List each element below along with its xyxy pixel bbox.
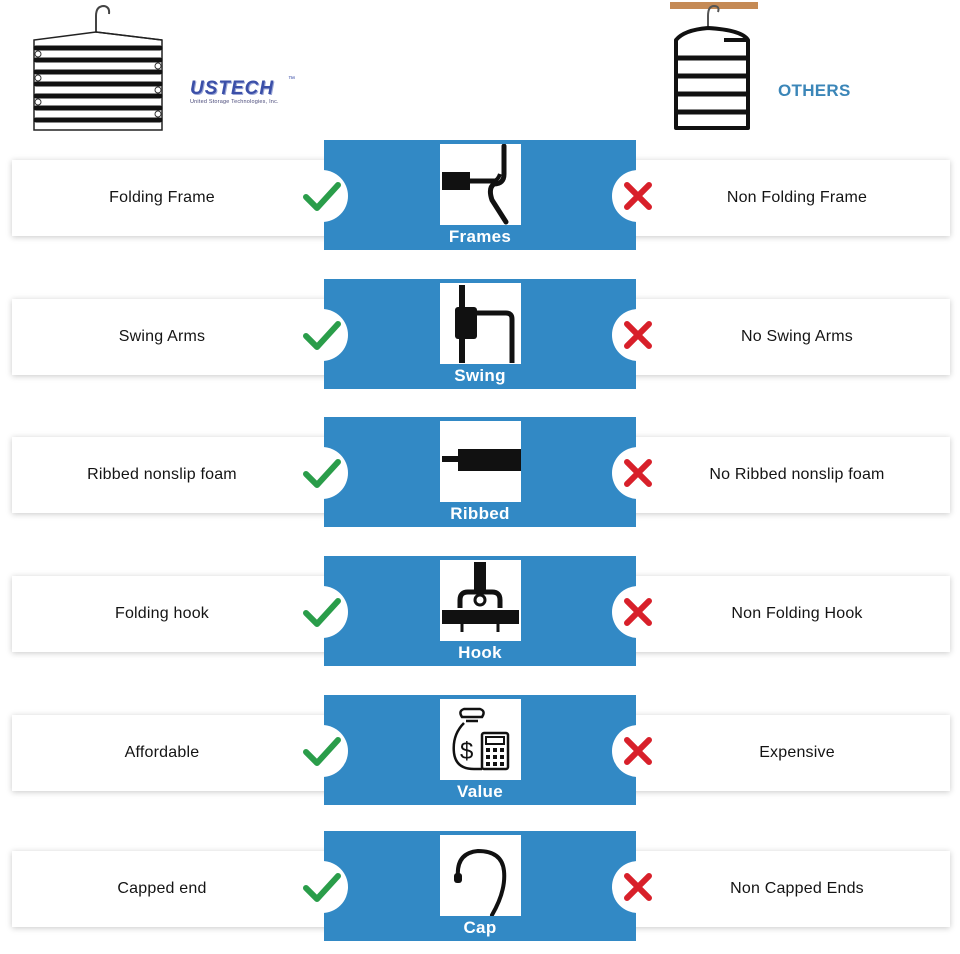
ustech-feature-card bbox=[12, 299, 342, 375]
ustech-feature-card bbox=[12, 851, 342, 927]
feature-panel bbox=[324, 140, 636, 250]
ustech-feature-text: Folding Frame bbox=[109, 189, 215, 206]
feature-panel bbox=[324, 831, 636, 941]
logo-trademark: ™ bbox=[288, 76, 295, 83]
cross-icon bbox=[612, 725, 664, 777]
cross-icon bbox=[612, 309, 664, 361]
cross-icon bbox=[612, 861, 664, 913]
ustech-logo bbox=[190, 78, 300, 108]
others-feature-text: No Ribbed nonslip foam bbox=[709, 466, 885, 483]
ustech-feature-card bbox=[12, 437, 342, 513]
feature-panel bbox=[324, 695, 636, 805]
check-icon bbox=[296, 170, 348, 222]
feature-panel bbox=[324, 279, 636, 389]
others-feature-card bbox=[620, 576, 950, 652]
feature-label: Ribbed bbox=[450, 504, 510, 523]
others-heading: OTHERS bbox=[778, 81, 851, 100]
others-feature-card bbox=[620, 160, 950, 236]
feature-panel bbox=[324, 556, 636, 666]
check-icon bbox=[296, 725, 348, 777]
comparison-row-ribbed bbox=[0, 417, 960, 529]
logo-text: USTECH bbox=[190, 78, 275, 99]
others-feature-text: Non Folding Hook bbox=[731, 605, 863, 622]
others-feature-text: Non Folding Frame bbox=[726, 189, 868, 206]
svg-text:$: $ bbox=[460, 738, 474, 765]
others-feature-card bbox=[620, 299, 950, 375]
cross-icon bbox=[612, 170, 664, 222]
check-icon bbox=[296, 861, 348, 913]
ustech-feature-card bbox=[12, 576, 342, 652]
ustech-feature-text: Capped end bbox=[117, 880, 207, 897]
ustech-hanger-image bbox=[28, 2, 168, 136]
comparison-row-value bbox=[0, 695, 960, 807]
feature-label: Value bbox=[457, 782, 503, 801]
swing-arm-icon bbox=[440, 283, 521, 364]
check-icon bbox=[296, 309, 348, 361]
others-feature-text: Expensive bbox=[759, 744, 835, 761]
check-icon bbox=[296, 586, 348, 638]
others-feature-text: No Swing Arms bbox=[741, 328, 853, 345]
hook-hinge-icon bbox=[440, 560, 521, 641]
feature-label: Frames bbox=[448, 227, 512, 246]
other-hanger-image bbox=[664, 0, 764, 136]
comparison-row-swing bbox=[0, 279, 960, 391]
capped-hook-icon bbox=[440, 835, 521, 916]
cross-icon bbox=[612, 586, 664, 638]
feature-label: Hook bbox=[458, 643, 502, 662]
frame-icon bbox=[440, 144, 521, 225]
others-feature-card bbox=[620, 437, 950, 513]
ustech-feature-card bbox=[12, 160, 342, 236]
ustech-feature-text: Ribbed nonslip foam bbox=[87, 466, 237, 483]
others-feature-text: Non Capped Ends bbox=[730, 880, 864, 897]
comparison-row-cap bbox=[0, 831, 960, 943]
others-feature-card bbox=[620, 851, 950, 927]
ustech-feature-card bbox=[12, 715, 342, 791]
cross-icon bbox=[612, 447, 664, 499]
header bbox=[0, 0, 960, 140]
foam-bar-icon bbox=[440, 421, 521, 502]
ustech-feature-text: Affordable bbox=[124, 744, 200, 761]
others-feature-card bbox=[620, 715, 950, 791]
ustech-feature-text: Swing Arms bbox=[118, 328, 206, 345]
feature-label: Swing bbox=[454, 366, 506, 385]
money-bag-calculator-icon bbox=[440, 699, 521, 780]
check-icon bbox=[296, 447, 348, 499]
comparison-row-hook bbox=[0, 556, 960, 668]
ustech-feature-text: Folding hook bbox=[114, 605, 210, 622]
logo-subtitle: United Storage Technologies, Inc. bbox=[190, 99, 279, 105]
feature-panel bbox=[324, 417, 636, 527]
comparison-row-frames bbox=[0, 140, 960, 252]
feature-label: Cap bbox=[463, 918, 497, 937]
